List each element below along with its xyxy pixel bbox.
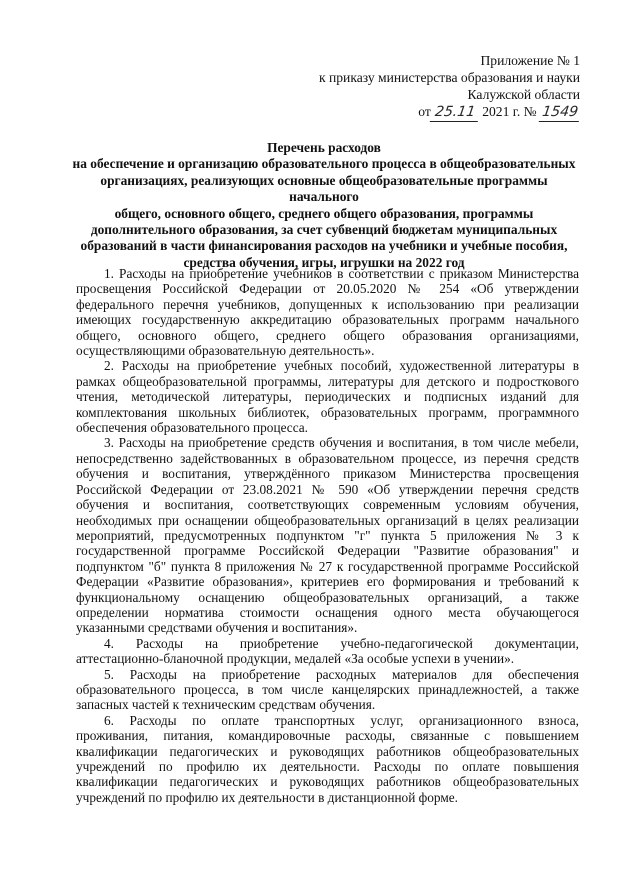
paragraph-line: учреждений по профилю их деятельности в дистанционной форме. (76, 789, 458, 805)
paragraph-line: квалификации педагогических и руководящих работников общеобразовательных (76, 774, 579, 790)
title-line: образований в части финансирования расходов на учебники и учебные пособия, (80, 238, 568, 254)
paragraph-6 (76, 713, 579, 805)
paragraph-line: необходимых при оснащении общеобразовательных организаций в целях реализации (76, 512, 579, 528)
paragraph-line: Российской Федерации от 23.08.2021 № 590 «Об утверждении перечня средств (76, 481, 579, 497)
paragraph-line: 4. Расходы на приобретение учебно-педагогической документации, (104, 635, 579, 651)
paragraph-line: 1. Расходы на приобретение учебников в соответствии с приказом Министерства (104, 266, 579, 281)
paragraph-line: 2. Расходы на приобретение учебных пособий, художественной литературы в (104, 358, 579, 374)
paragraph-line: аттестационно-бланочной продукции, медалей «За особые успехи в учении». (76, 651, 515, 667)
title-line: общего, основного общего, среднего общего образования, программы (114, 205, 534, 221)
paragraph-line: учреждений по профилю их деятельности. Расходы по оплате повышения (76, 759, 579, 774)
paragraph-line: общего, основного общего, среднего общего образования организациями, (76, 327, 579, 343)
paragraph-line: подпунктом "б" пункта 8 приложения № 27 к государственной программе Российской (76, 558, 579, 574)
paragraph-3 (76, 435, 579, 635)
handwritten-date: 25.11 (430, 104, 481, 122)
paragraph-line: государственной программе Российской Федерации "Развитие образования" и (76, 543, 579, 559)
document-title (70, 140, 578, 271)
appendix-date-line (300, 103, 580, 122)
appendix-header (300, 52, 580, 122)
paragraph-line: просвещения Российской Федерации от 20.05.2020 № 254 «Об утверждении (76, 281, 579, 297)
paragraph-line: рамках общеобразовательной программы, литературы для детского и подросткового (76, 373, 579, 389)
title-line: на обеспечение и организацию образовательного процесса в общеобразовательных (72, 156, 576, 172)
appendix-region-line: Калужской области (467, 87, 580, 102)
paragraph-line: 5. Расходы на приобретение расходных материалов для обеспечения (104, 666, 579, 682)
paragraph-1 (76, 266, 579, 358)
paragraph-line: имеющих государственную аккредитацию образовательных программ начального (76, 312, 579, 328)
title-line: Перечень расходов (267, 140, 381, 155)
paragraph-line: обеспечения образовательного процесса. (76, 420, 308, 436)
paragraph-line: федерального перечня учебников, допущенных к использованию при реализации (76, 296, 579, 312)
paragraph-5 (76, 667, 579, 713)
paragraph-line: 6. Расходы по оплате транспортных услуг, организационного взноса, (104, 712, 579, 728)
date-year: 2021 г. № (482, 104, 537, 119)
paragraph-2 (76, 358, 579, 435)
paragraph-line: непосредственно задействованных в образовательном процессе, из перечня средств (76, 450, 579, 466)
paragraph-4 (76, 636, 579, 667)
appendix-line: Приложение № 1 (480, 53, 580, 68)
paragraph-line: функциональному оснащению общеобразовательных организаций, а также (76, 589, 579, 605)
paragraph-line: запасных частей к техническим средствам обучения. (76, 697, 376, 713)
paragraph-line: Федерации «Развитие образования», критериев его формирования и требований к (76, 574, 579, 590)
handwritten-number: 1549 (539, 104, 582, 122)
title-line: средства обучения, игры, игрушки на 2022 год (183, 254, 465, 270)
document-body (76, 266, 579, 805)
paragraph-line: обучения и воспитания, соответствующих современным условиям обучения, (76, 497, 579, 513)
paragraph-line: 3. Расходы на приобретение средств обучения и воспитания, в том числе мебели, (104, 435, 579, 451)
paragraph-line: чтения, методической литературы, периодических и подписных изданий для (76, 389, 579, 405)
paragraph-line: комплектования школьных библиотек, образовательных программ, программного (76, 404, 579, 420)
paragraph-line: определении норматива стоимости оснащения одного места обучающегося (76, 604, 579, 620)
title-line: организациях, реализующих основные общеобразовательные программы начального (100, 172, 548, 205)
paragraph-line: мероприятий, предусмотренных подпунктом "г" пункта 5 приложения № 3 к (76, 527, 579, 543)
title-line: дополнительного образования, за счет субвенций бюджетам муниципальных (90, 222, 558, 238)
date-prefix: от (418, 104, 431, 119)
appendix-order-line: к приказу министерства образования и науки (318, 70, 580, 85)
paragraph-line: проживания, питания, командировочные расходы, связанные с повышением (76, 728, 579, 744)
paragraph-line: образовательного процесса, в том числе канцелярских принадлежностей, а также (76, 681, 579, 697)
paragraph-line: осуществляющими образовательную деятельность». (76, 343, 375, 359)
paragraph-line: указанными средствами обучения и воспитания». (76, 620, 358, 636)
paragraph-line: обучения и воспитания, утверждённого приказом Министерства просвещения (76, 466, 579, 482)
paragraph-line: квалификации педагогических и руководящих работников общеобразовательных (76, 743, 579, 759)
